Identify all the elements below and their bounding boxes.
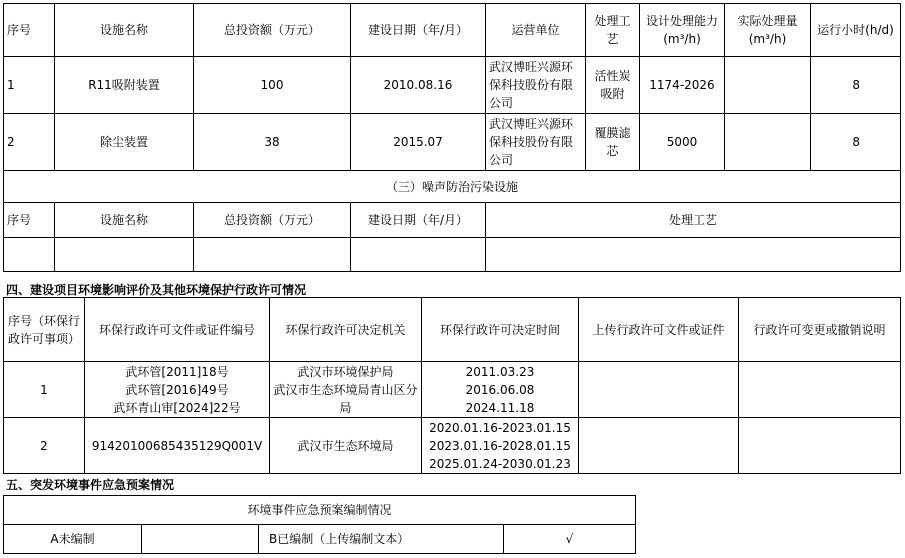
permit-authority xyxy=(270,418,422,474)
empty-cell xyxy=(55,238,194,272)
authority-line: 武汉市环境保护局 xyxy=(297,364,394,379)
process: 活性炭吸附 xyxy=(586,57,640,114)
header-cell: 环保行政许可决定机关 xyxy=(270,298,422,362)
build-date: 2010.08.16 xyxy=(351,57,486,114)
facility-name: R11吸附装置 xyxy=(55,57,194,114)
table-row xyxy=(4,238,901,272)
permit-numbers xyxy=(85,362,270,418)
process: 覆膜滤芯 xyxy=(586,114,640,171)
option-b-mark: √ xyxy=(504,525,636,554)
operator: 武汉博旺兴源环保科技股份有限公司 xyxy=(486,57,586,114)
header-cell: 总投资额（万元） xyxy=(194,4,351,57)
permits-table xyxy=(3,297,901,474)
noise-header-cell: 设施名称 xyxy=(55,203,194,238)
empty-cell xyxy=(194,238,351,272)
permit-number: 武环管[2016]49号 xyxy=(125,382,229,397)
header-cell: 环保行政许可文件或证件编号 xyxy=(85,298,270,362)
design-capacity: 5000 xyxy=(640,114,725,171)
option-a-label: A未编制 xyxy=(4,525,142,554)
permit-date: 2016.06.08 xyxy=(465,382,535,397)
header-cell: 设计处理能力(m³/h) xyxy=(640,4,725,57)
header-cell: 处理工艺 xyxy=(586,4,640,57)
facilities-table xyxy=(3,3,901,272)
run-hours: 8 xyxy=(811,114,901,171)
header-cell: 上传行政许可文件或证件 xyxy=(579,298,739,362)
permit-upload xyxy=(579,362,739,418)
empty-cell xyxy=(351,238,486,272)
permit-date: 2011.03.23 xyxy=(465,364,535,379)
investment: 100 xyxy=(194,57,351,114)
header-cell: 行政许可变更或撤销说明 xyxy=(739,298,901,362)
emergency-plan-table xyxy=(3,495,636,554)
permit-date: 2020.01.16-2023.01.15 xyxy=(429,420,571,435)
permit-date: 2025.01.24-2030.01.23 xyxy=(429,456,571,471)
header-cell: 序号 xyxy=(4,4,55,57)
emergency-plan-header: 环境事件应急预案编制情况 xyxy=(4,496,636,525)
noise-header-cell: 处理工艺 xyxy=(486,203,901,238)
header-cell: 实际处理量(m³/h) xyxy=(725,4,811,57)
row-no: 1 xyxy=(4,362,85,418)
header-cell: 运行小时(h/d) xyxy=(811,4,901,57)
authority-line: 武汉市生态环境局青山区分局 xyxy=(273,382,418,415)
section5-title: 五、突发环境事件应急预案情况 xyxy=(6,478,175,492)
empty-cell xyxy=(486,238,901,272)
row-no: 1 xyxy=(4,57,55,114)
option-a-mark xyxy=(142,525,259,554)
table-row xyxy=(4,362,901,418)
header-cell: 环保行政许可决定时间 xyxy=(422,298,579,362)
permit-number: 武环青山审[2024]22号 xyxy=(113,400,241,415)
run-hours: 8 xyxy=(811,57,901,114)
permit-note xyxy=(739,418,901,474)
row-no: 2 xyxy=(4,418,85,474)
header-cell: 序号（环保行政许可事项） xyxy=(4,298,85,362)
authority-line: 武汉市生态环境局 xyxy=(297,438,394,453)
noise-header-cell: 建设日期（年/月） xyxy=(351,203,486,238)
permit-upload xyxy=(579,418,739,474)
table-row xyxy=(4,114,901,171)
facility-name: 除尘装置 xyxy=(55,114,194,171)
table-row xyxy=(4,418,901,474)
build-date: 2015.07 xyxy=(351,114,486,171)
actual-volume xyxy=(725,57,811,114)
table-row xyxy=(4,57,901,114)
actual-volume xyxy=(725,114,811,171)
permit-number: 武环管[2011]18号 xyxy=(125,364,229,379)
header-cell: 建设日期（年/月） xyxy=(351,4,486,57)
noise-header-cell: 总投资额（万元） xyxy=(194,203,351,238)
permit-dates xyxy=(422,362,579,418)
row-no: 2 xyxy=(4,114,55,171)
header-cell: 设施名称 xyxy=(55,4,194,57)
permit-authority xyxy=(270,362,422,418)
permit-date: 2024.11.18 xyxy=(465,400,535,415)
investment: 38 xyxy=(194,114,351,171)
section4-title: 四、建设项目环境影响评价及其他环境保护行政许可情况 xyxy=(6,283,307,297)
permit-dates xyxy=(422,418,579,474)
header-cell: 运营单位 xyxy=(486,4,586,57)
permit-numbers xyxy=(85,418,270,474)
empty-cell xyxy=(4,238,55,272)
permit-note xyxy=(739,362,901,418)
permit-date: 2023.01.16-2028.01.15 xyxy=(429,438,571,453)
noise-header-cell: 序号 xyxy=(4,203,55,238)
operator: 武汉博旺兴源环保科技股份有限公司 xyxy=(486,114,586,171)
design-capacity: 1174-2026 xyxy=(640,57,725,114)
permit-number: 91420100685435129Q001V xyxy=(91,438,263,453)
noise-section-title: （三）噪声防治污染设施 xyxy=(4,171,901,203)
option-b-label: B已编制（上传编制文本） xyxy=(259,525,504,554)
